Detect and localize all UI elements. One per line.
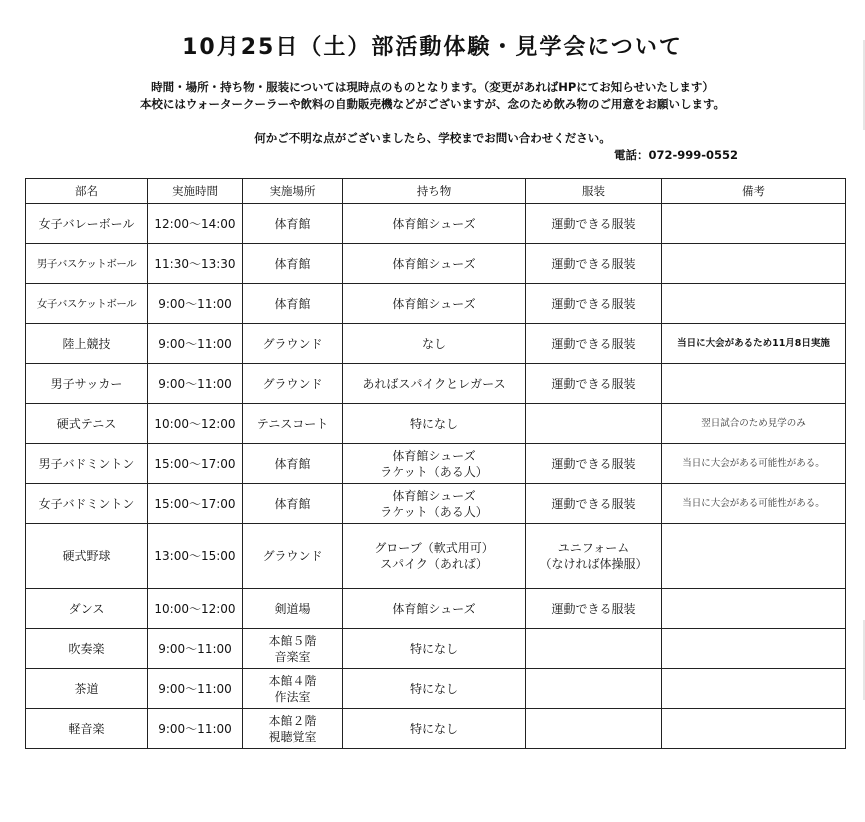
table-row bbox=[26, 669, 846, 709]
table-row bbox=[26, 444, 846, 484]
club-name-cell: 陸上競技 bbox=[26, 324, 148, 364]
club-name-cell: 女子バレーボール bbox=[26, 204, 148, 244]
items-line: 体育館シューズ bbox=[392, 296, 476, 311]
club-name-cell: 吹奏楽 bbox=[26, 629, 148, 669]
clothing-cell bbox=[526, 589, 662, 629]
clothing-cell bbox=[526, 244, 662, 284]
place-line: 体育館 bbox=[274, 216, 311, 231]
phone-number: 電話：072-999-0552 bbox=[614, 148, 739, 162]
time-cell: 9:00～11:00 bbox=[148, 324, 243, 364]
items-line: 特になし bbox=[409, 681, 458, 696]
club-name-cell: 女子バドミントン bbox=[26, 484, 148, 524]
place-line: 音楽室 bbox=[274, 649, 311, 664]
note-cell bbox=[662, 524, 846, 589]
time-cell: 9:00～11:00 bbox=[148, 669, 243, 709]
table-row bbox=[26, 204, 846, 244]
items-cell bbox=[343, 324, 526, 364]
clothing-cell bbox=[526, 709, 662, 749]
clothing-line: ユニフォーム bbox=[557, 541, 630, 555]
schedule-table bbox=[25, 178, 846, 749]
note-cell bbox=[662, 709, 846, 749]
clothing-line: 運動できる服装 bbox=[551, 256, 636, 271]
club-name-cell: 女子バスケットボール bbox=[26, 284, 148, 324]
items-line: 体育館シューズ bbox=[392, 216, 476, 231]
clothing-line: 運動できる服装 bbox=[551, 216, 636, 231]
items-cell bbox=[343, 669, 526, 709]
place-cell bbox=[243, 404, 343, 444]
place-line: グラウンド bbox=[262, 376, 323, 391]
place-cell bbox=[243, 669, 343, 709]
place-line: 剣道場 bbox=[274, 601, 311, 616]
club-name-cell: 硬式テニス bbox=[26, 404, 148, 444]
table-row bbox=[26, 709, 846, 749]
table-row bbox=[26, 284, 846, 324]
note-cell bbox=[662, 284, 846, 324]
notice-block bbox=[0, 79, 865, 113]
club-name-cell: 茶道 bbox=[26, 669, 148, 709]
place-cell bbox=[243, 284, 343, 324]
items-cell bbox=[343, 484, 526, 524]
note-cell bbox=[662, 364, 846, 404]
clothing-cell bbox=[526, 629, 662, 669]
club-name-cell: 軽音楽 bbox=[26, 709, 148, 749]
items-line: 体育館シューズ bbox=[392, 256, 476, 271]
time-cell: 15:00～17:00 bbox=[148, 484, 243, 524]
page-title: 10月25日（土）部活動体験・見学会について bbox=[182, 35, 683, 60]
items-line: ラケット（ある人） bbox=[380, 504, 488, 519]
table-row bbox=[26, 484, 846, 524]
time-cell: 15:00～17:00 bbox=[148, 444, 243, 484]
clothing-line: 運動できる服装 bbox=[551, 296, 636, 311]
place-cell bbox=[243, 324, 343, 364]
items-cell bbox=[343, 284, 526, 324]
items-line: 体育館シューズ bbox=[392, 601, 476, 616]
items-cell bbox=[343, 364, 526, 404]
items-cell bbox=[343, 524, 526, 589]
place-line: グラウンド bbox=[262, 549, 323, 563]
clothing-line: 運動できる服装 bbox=[551, 336, 636, 351]
contact-text: 何かご不明な点がございましたら、学校までお問い合わせください。 bbox=[254, 131, 611, 145]
table-row bbox=[26, 629, 846, 669]
items-cell bbox=[343, 709, 526, 749]
time-cell: 12:00～14:00 bbox=[148, 204, 243, 244]
clothing-cell bbox=[526, 669, 662, 709]
items-line: ラケット（ある人） bbox=[380, 464, 488, 479]
note-cell bbox=[662, 669, 846, 709]
club-name-cell: 硬式野球 bbox=[26, 524, 148, 589]
place-line: 体育館 bbox=[274, 296, 311, 311]
clothing-cell bbox=[526, 204, 662, 244]
time-cell: 9:00～11:00 bbox=[148, 284, 243, 324]
note-cell bbox=[662, 244, 846, 284]
note-cell: 当日に大会がある可能性がある。 bbox=[662, 484, 846, 524]
schedule-body bbox=[26, 204, 846, 749]
time-cell: 9:00～11:00 bbox=[148, 364, 243, 404]
clothing-cell bbox=[526, 524, 662, 589]
place-cell bbox=[243, 444, 343, 484]
place-line: 体育館 bbox=[274, 456, 311, 471]
header-time: 実施時間 bbox=[148, 179, 243, 204]
clothing-cell bbox=[526, 284, 662, 324]
club-name-cell: 男子バドミントン bbox=[26, 444, 148, 484]
place-cell bbox=[243, 524, 343, 589]
time-cell: 11:30～13:30 bbox=[148, 244, 243, 284]
place-cell bbox=[243, 244, 343, 284]
table-row bbox=[26, 364, 846, 404]
clothing-line: （なければ体操服） bbox=[539, 557, 648, 571]
club-name-cell: 男子サッカー bbox=[26, 364, 148, 404]
header-items: 持ち物 bbox=[343, 179, 526, 204]
clothing-cell bbox=[526, 444, 662, 484]
items-cell bbox=[343, 589, 526, 629]
table-row bbox=[26, 404, 846, 444]
place-line: 本館２階 bbox=[268, 713, 317, 728]
clothing-line: 運動できる服装 bbox=[551, 496, 636, 511]
table-header-row bbox=[26, 179, 846, 204]
items-cell bbox=[343, 404, 526, 444]
clothing-cell bbox=[526, 404, 662, 444]
clothing-cell bbox=[526, 364, 662, 404]
note-cell: 当日に大会がある可能性がある。 bbox=[662, 444, 846, 484]
note-cell bbox=[662, 629, 846, 669]
items-line: 特になし bbox=[409, 641, 458, 656]
items-cell bbox=[343, 629, 526, 669]
place-cell bbox=[243, 589, 343, 629]
clothing-cell bbox=[526, 324, 662, 364]
table-row bbox=[26, 324, 846, 364]
items-cell bbox=[343, 444, 526, 484]
table-row bbox=[26, 589, 846, 629]
clothing-line: 運動できる服装 bbox=[551, 601, 636, 616]
table-row bbox=[26, 244, 846, 284]
header-place: 実施場所 bbox=[243, 179, 343, 204]
place-line: 体育館 bbox=[274, 496, 311, 511]
header-clothing: 服装 bbox=[526, 179, 662, 204]
notice-line: 時間・場所・持ち物・服装については現時点のものとなります。（変更があればHPにてお知らせいたします） bbox=[151, 80, 714, 94]
items-line: なし bbox=[421, 336, 446, 351]
clothing-line: 運動できる服装 bbox=[551, 376, 636, 391]
place-line: 作法室 bbox=[274, 689, 311, 704]
items-line: 特になし bbox=[409, 416, 458, 431]
note-cell bbox=[662, 589, 846, 629]
place-cell bbox=[243, 709, 343, 749]
club-name-cell: 男子バスケットボール bbox=[26, 244, 148, 284]
table-row bbox=[26, 524, 846, 589]
place-line: グラウンド bbox=[262, 336, 323, 351]
time-cell: 13:00～15:00 bbox=[148, 524, 243, 589]
items-line: あればスパイクとレガース bbox=[362, 376, 506, 391]
place-line: 体育館 bbox=[274, 256, 311, 271]
items-cell bbox=[343, 244, 526, 284]
items-line: 体育館シューズ bbox=[392, 448, 476, 463]
place-cell bbox=[243, 484, 343, 524]
place-line: 本館５階 bbox=[268, 633, 317, 648]
clothing-cell bbox=[526, 484, 662, 524]
note-cell: 当日に大会があるため11月8日実施 bbox=[662, 324, 846, 364]
time-cell: 9:00～11:00 bbox=[148, 709, 243, 749]
note-cell bbox=[662, 204, 846, 244]
items-line: スパイク（あれば） bbox=[380, 557, 488, 571]
time-cell: 10:00～12:00 bbox=[148, 589, 243, 629]
place-line: テニスコート bbox=[256, 416, 329, 431]
place-cell bbox=[243, 204, 343, 244]
note-cell: 翌日試合のため見学のみ bbox=[662, 404, 846, 444]
place-line: 本館４階 bbox=[268, 673, 317, 688]
items-line: 特になし bbox=[409, 721, 458, 736]
notice-line: 本校にはウォータークーラーや飲料の自動販売機などがございますが、念のため飲み物のご用意をお願いします。 bbox=[139, 97, 726, 111]
clothing-line: 運動できる服装 bbox=[551, 456, 636, 471]
items-line: 体育館シューズ bbox=[392, 488, 476, 503]
place-cell bbox=[243, 364, 343, 404]
place-cell bbox=[243, 629, 343, 669]
items-line: グローブ（軟式用可） bbox=[374, 541, 494, 555]
items-cell bbox=[343, 204, 526, 244]
time-cell: 9:00～11:00 bbox=[148, 629, 243, 669]
time-cell: 10:00～12:00 bbox=[148, 404, 243, 444]
club-name-cell: ダンス bbox=[26, 589, 148, 629]
header-note: 備考 bbox=[662, 179, 846, 204]
place-line: 視聴覚室 bbox=[268, 729, 317, 744]
header-club: 部名 bbox=[26, 179, 148, 204]
